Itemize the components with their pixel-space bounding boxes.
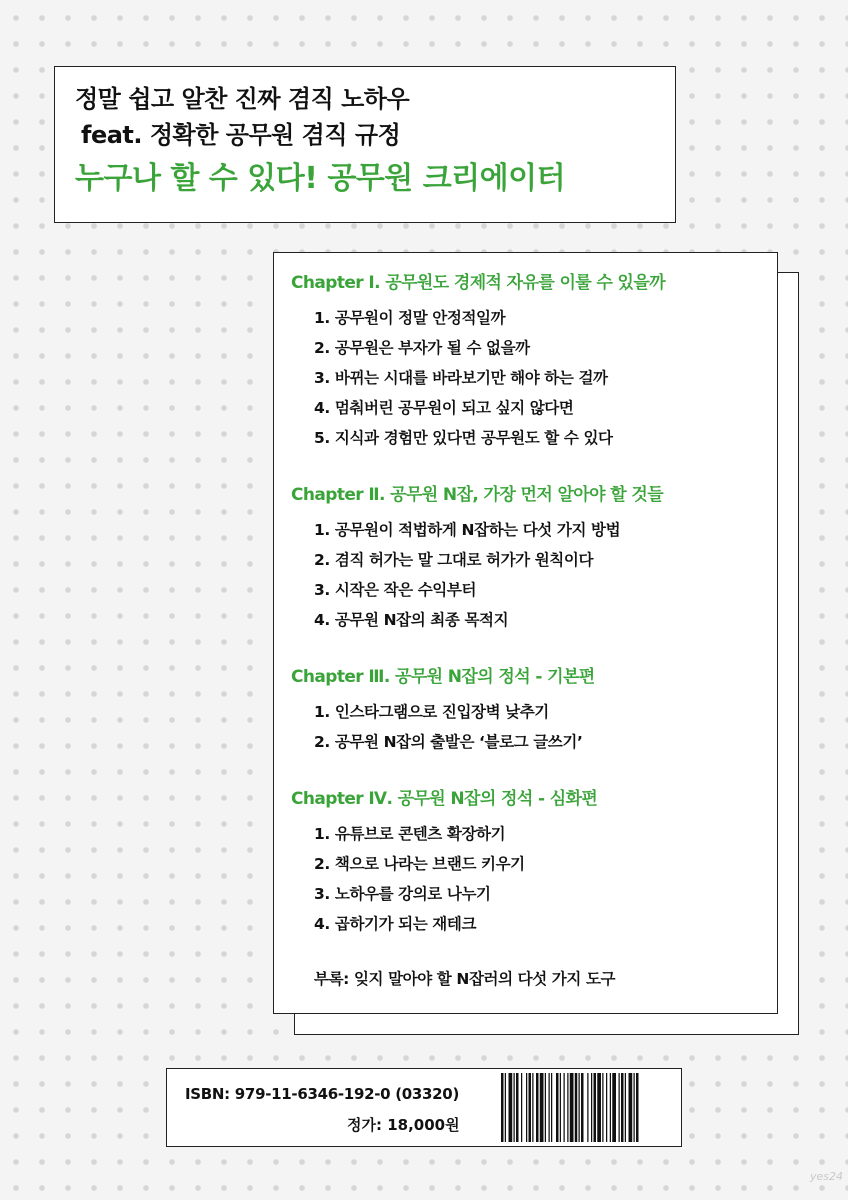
chapter-item: 2. 책으로 나라는 브랜드 키우기 <box>314 855 525 873</box>
barcode-bar <box>564 1073 565 1142</box>
barcode-bar <box>581 1073 584 1142</box>
barcode-bar <box>540 1073 544 1142</box>
barcode-bar <box>597 1073 601 1142</box>
barcode-bar <box>526 1073 527 1142</box>
barcode-bar <box>505 1073 506 1142</box>
barcode-bar <box>610 1073 611 1142</box>
chapter-item: 1. 공무원이 정말 안정적일까 <box>314 309 506 327</box>
barcode-image <box>499 1073 679 1142</box>
chapter-item: 2. 공무원 N잡의 출발은 ‘블로그 글쓰기’ <box>314 733 583 751</box>
barcode-bar <box>516 1073 519 1142</box>
chapter-item: 2. 겸직 허가는 말 그대로 허가가 원칙이다 <box>314 551 594 569</box>
barcode-bar <box>625 1073 626 1142</box>
barcode-bar <box>570 1073 574 1142</box>
barcode-bar <box>501 1073 504 1142</box>
watermark: yes24 <box>810 1170 844 1183</box>
chapter-2 <box>291 481 777 635</box>
barcode-bar <box>556 1073 559 1142</box>
chapter-1 <box>291 269 777 453</box>
chapter-item: 5. 지식과 경험만 있다면 공무원도 할 수 있다 <box>314 429 613 447</box>
chapter-title: Chapter Ⅲ. 공무원 N잡의 정석 - 기본편 <box>291 667 595 687</box>
barcode-bar <box>529 1073 532 1142</box>
barcode-bar <box>606 1073 607 1142</box>
barcode-bar <box>514 1073 515 1142</box>
appendix: 부록: 잊지 말아야 할 N잡러의 다섯 가지 도구 <box>314 970 616 988</box>
chapter-4 <box>291 785 777 939</box>
chapter-item: 3. 바뀌는 시대를 바라보기만 해야 하는 걸까 <box>314 369 608 387</box>
barcode-bar <box>549 1073 550 1142</box>
barcode-bar <box>567 1073 568 1142</box>
barcode-bar <box>621 1073 624 1142</box>
chapter-item-list <box>314 697 777 757</box>
barcode-bar <box>634 1073 635 1142</box>
chapter-item: 1. 인스타그램으로 진입장벽 낮추기 <box>314 703 549 721</box>
barcode-bar <box>629 1073 633 1142</box>
chapter-item: 2. 공무원은 부자가 될 수 없을까 <box>314 339 530 357</box>
chapter-item: 3. 노하우를 강의로 나누기 <box>314 885 491 903</box>
barcode-bar <box>560 1073 561 1142</box>
header-line-2: feat. 정확한 공무원 겸직 규정 <box>81 121 401 149</box>
title-box <box>54 66 676 223</box>
header-tagline: 누구나 할 수 있다! 공무원 크리에이터 <box>75 161 566 196</box>
barcode-bar <box>536 1073 539 1142</box>
barcode-bar <box>602 1073 603 1142</box>
chapter-item: 1. 공무원이 적법하게 N잡하는 다섯 가지 방법 <box>314 521 621 539</box>
chapter-title: Chapter Ⅰ. 공무원도 경제적 자유를 이룰 수 있을까 <box>291 273 666 293</box>
barcode-bar <box>575 1073 578 1142</box>
chapter-item-list <box>314 819 777 939</box>
chapter-item: 3. 시작은 작은 수익부터 <box>314 581 477 599</box>
chapter-item-list <box>314 303 777 453</box>
barcode-bar <box>545 1073 546 1142</box>
barcode-bar <box>579 1073 580 1142</box>
chapter-title: Chapter Ⅳ. 공무원 N잡의 정석 - 심화편 <box>291 789 598 809</box>
table-of-contents <box>273 252 778 1014</box>
barcode-bar <box>636 1073 639 1142</box>
chapter-item-list <box>314 515 777 635</box>
isbn-box <box>166 1068 682 1147</box>
barcode-bar <box>612 1073 616 1142</box>
barcode-bar <box>619 1073 620 1142</box>
chapter-item: 4. 곱하기가 되는 재테크 <box>314 915 477 933</box>
chapter-item: 1. 유튜브로 콘텐츠 확장하기 <box>314 825 506 843</box>
header-line-1: 정말 쉽고 알찬 진짜 겸직 노하우 <box>75 85 410 113</box>
barcode-bar <box>594 1073 597 1142</box>
isbn-text: ISBN: 979-11-6346-192-0 (03320) <box>185 1085 459 1103</box>
barcode-bar <box>587 1073 588 1142</box>
barcode-bar <box>551 1073 552 1142</box>
chapter-item: 4. 공무원 N잡의 최종 목적지 <box>314 611 509 629</box>
barcode-bar <box>591 1073 592 1142</box>
chapter-3 <box>291 663 777 757</box>
price-text: 정가: 18,000원 <box>347 1116 460 1134</box>
chapter-item: 4. 멈춰버린 공무원이 되고 싶지 않다면 <box>314 399 574 417</box>
barcode-bar <box>509 1073 513 1142</box>
barcode-bar <box>532 1073 533 1142</box>
chapter-title: Chapter Ⅱ. 공무원 N잡, 가장 먼저 알아야 할 것들 <box>291 485 664 505</box>
barcode-bar <box>521 1073 522 1142</box>
